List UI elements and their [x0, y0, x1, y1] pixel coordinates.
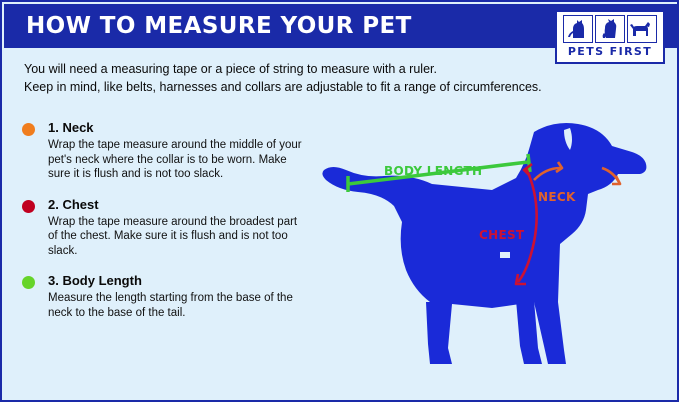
bullet-dot-icon	[22, 200, 35, 213]
brand-icon-row	[563, 15, 657, 43]
intro-line-1: You will need a measuring tape or a piece of string to measure with a ruler.	[24, 62, 437, 76]
cat-silhouette-icon	[563, 15, 593, 43]
brand-name: PETS FIRST	[567, 45, 653, 58]
step-item-chest	[22, 197, 307, 259]
step-item-body-length	[22, 273, 307, 320]
dog-diagram	[302, 102, 674, 394]
steps-list	[22, 120, 307, 335]
step-body: Wrap the tape measure around the middle of your pet's neck where the collar is to be worn. Make sure it is flush and is not too slack.	[48, 139, 302, 180]
bullet-dot-icon	[22, 276, 35, 289]
brand-logo	[555, 10, 665, 64]
intro-text	[24, 60, 644, 96]
step-title: 2. Chest	[48, 196, 99, 212]
step-body: Measure the length starting from the base of the neck to the base of the tail.	[48, 292, 293, 319]
dog-standing-silhouette-icon	[627, 15, 657, 43]
dog-hind-leg	[426, 302, 448, 364]
page-title: HOW TO MEASURE YOUR PET	[26, 13, 412, 39]
label-body-length: BODY LENGTH	[384, 164, 483, 178]
dog-illustration	[302, 102, 674, 394]
chest-line-gap	[500, 252, 510, 258]
label-neck: NECK	[538, 190, 576, 204]
label-chest: CHEST	[479, 228, 525, 242]
step-item-neck	[22, 120, 307, 182]
dog-body-shape	[322, 123, 646, 364]
bullet-dot-icon	[22, 123, 35, 136]
step-title: 3. Body Length	[48, 273, 142, 288]
dog-sitting-silhouette-icon	[595, 15, 625, 43]
intro-line-2: Keep in mind, like belts, harnesses and collars are adjustable to fit a range of circumferences.	[24, 80, 542, 94]
step-title: 1. Neck	[48, 120, 94, 135]
step-body: Wrap the tape measure around the broadest part of the chest. Make sure it is flush and is not too slack.	[48, 215, 298, 257]
